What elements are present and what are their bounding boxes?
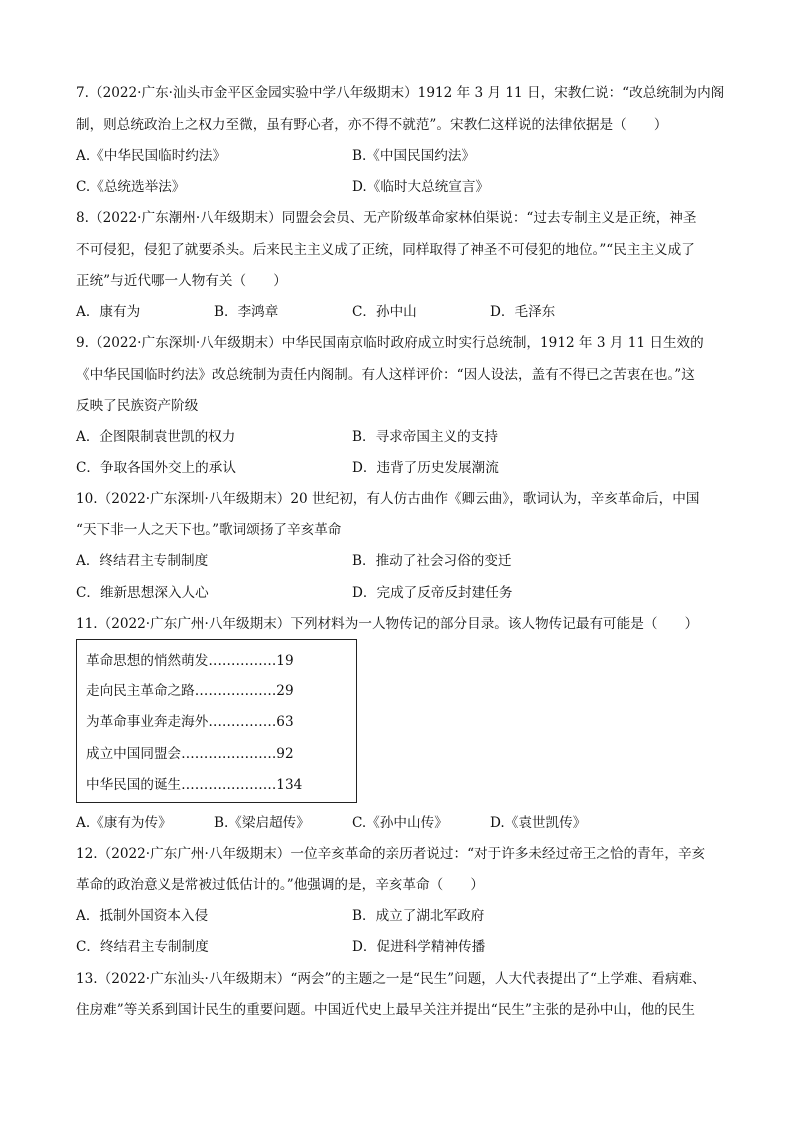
q10-option-c: C．维新思想深入人心 xyxy=(76,585,209,601)
q12-option-d: D．促进科学精神传播 xyxy=(352,939,486,955)
q12-stem-line-2: 革命的政治意义是常被过低估计的。”他强调的是，辛亥革命（ ） xyxy=(76,877,484,893)
q12-stem-line-1: 12.（2022·广东广州·八年级期末）一位辛亥革命的亲历者说过：“对于许多未经过帝王之恰的青年，辛亥 xyxy=(76,846,706,862)
q7-option-c: C.《总统选举法》 xyxy=(76,179,186,195)
q9-stem-line-3: 反映了民族资产阶级 xyxy=(76,398,199,414)
q7-option-d: D.《临时大总统宣言》 xyxy=(352,179,490,195)
q10-option-a: A．终结君主专制制度 xyxy=(76,553,209,569)
table-of-contents-box xyxy=(76,639,357,803)
q12-option-a: A．抵制外国资本入侵 xyxy=(76,908,209,924)
q7-stem-line-1: 7.（2022·广东·汕头市金平区金园实验中学八年级期末）1912 年 3 月 11 日，宋教仁说：“改总统制为内阁 xyxy=(76,85,725,101)
q7-stem-line-2: 制，则总统政治上之权力至微，虽有野心者，亦不得不就范”。宋教仁这样说的法律依据是（ ） xyxy=(76,117,668,133)
q8-option-c: C．孙中山 xyxy=(352,304,417,320)
q10-option-b: B．推动了社会习俗的变迁 xyxy=(352,553,512,569)
q13-stem-line-1: 13.（2022·广东汕头·八年级期末）“两会”的主题之一是“民生”问题，人大代表提出了“上学难、看病难、 xyxy=(76,971,706,987)
q10-stem-line-1: 10.（2022·广东深圳·八年级期末）20 世纪初，有人仿古曲作《卿云曲》，歌词认为，辛亥革命后，中国 xyxy=(76,491,700,507)
q12-option-b: B．成立了湖北军政府 xyxy=(352,908,485,924)
q9-stem-line-1: 9.（2022·广东深圳·八年级期末）中华民国南京临时政府成立时实行总统制，1912 年 3 月 11 日生效的 xyxy=(76,335,704,351)
q11-option-d: D.《袁世凯传》 xyxy=(490,815,587,831)
q11-option-c: C.《孙中山传》 xyxy=(352,815,448,831)
q8-option-a: A．康有为 xyxy=(76,304,141,320)
q8-option-d: D．毛泽东 xyxy=(490,304,556,320)
q8-stem-line-1: 8.（2022·广东潮州·八年级期末）同盟会会员、无产阶级革命家林伯渠说：“过去专制主义是正统，神圣 xyxy=(76,210,697,226)
q9-option-d: D．违背了历史发展潮流 xyxy=(352,460,499,476)
q9-option-b: B．寻求帝国主义的支持 xyxy=(352,429,498,445)
toc-entry: 为革命事业奔走海外……………63 xyxy=(86,714,294,730)
q7-option-b: B.《中国民国约法》 xyxy=(352,148,476,164)
toc-entry: 中华民国的诞生…………………134 xyxy=(86,777,303,793)
q10-stem-line-2: “天下非一人之天下也。”歌词颂扬了辛亥革命 xyxy=(76,522,342,538)
q8-stem-line-3: 正统”与近代哪一人物有关（ ） xyxy=(76,273,287,289)
toc-entry: 走向民主革命之路………………29 xyxy=(86,683,294,699)
q7-option-a: A.《中华民国临时约法》 xyxy=(76,148,227,164)
q11-option-a: A.《康有为传》 xyxy=(76,815,172,831)
q11-option-b: B.《梁启超传》 xyxy=(214,815,310,831)
q13-stem-line-2: 住房难”等关系到国计民生的重要问题。中国近代史上最早关注并提出“民生”主张的是孙中山，他的民生 xyxy=(76,1002,695,1018)
q9-stem-line-2: 《中华民国临时约法》改总统制为责任内阁制。有人这样评价：“因人设法，盖有不得已之苦衷在也。”这 xyxy=(76,367,695,383)
q10-option-d: D．完成了反帝反封建任务 xyxy=(352,585,513,601)
q9-option-c: C．争取各国外交上的承认 xyxy=(76,460,236,476)
toc-entry: 成立中国同盟会…………………92 xyxy=(86,746,294,762)
q11-stem-line-1: 11.（2022·广东广州·八年级期末）下列材料为一人物传记的部分目录。该人物传记最有可能是（ ） xyxy=(76,616,699,632)
q9-option-a: A．企图限制袁世凯的权力 xyxy=(76,429,236,445)
q8-option-b: B．李鸿章 xyxy=(214,304,279,320)
q12-option-c: C．终结君主专制制度 xyxy=(76,939,209,955)
q8-stem-line-2: 不可侵犯，侵犯了就要杀头。后来民主主义成了正统，同样取得了神圣不可侵犯的地位。”“民主主义成了 xyxy=(76,242,695,258)
toc-entry: 革命思想的悄然萌发……………19 xyxy=(86,653,294,669)
